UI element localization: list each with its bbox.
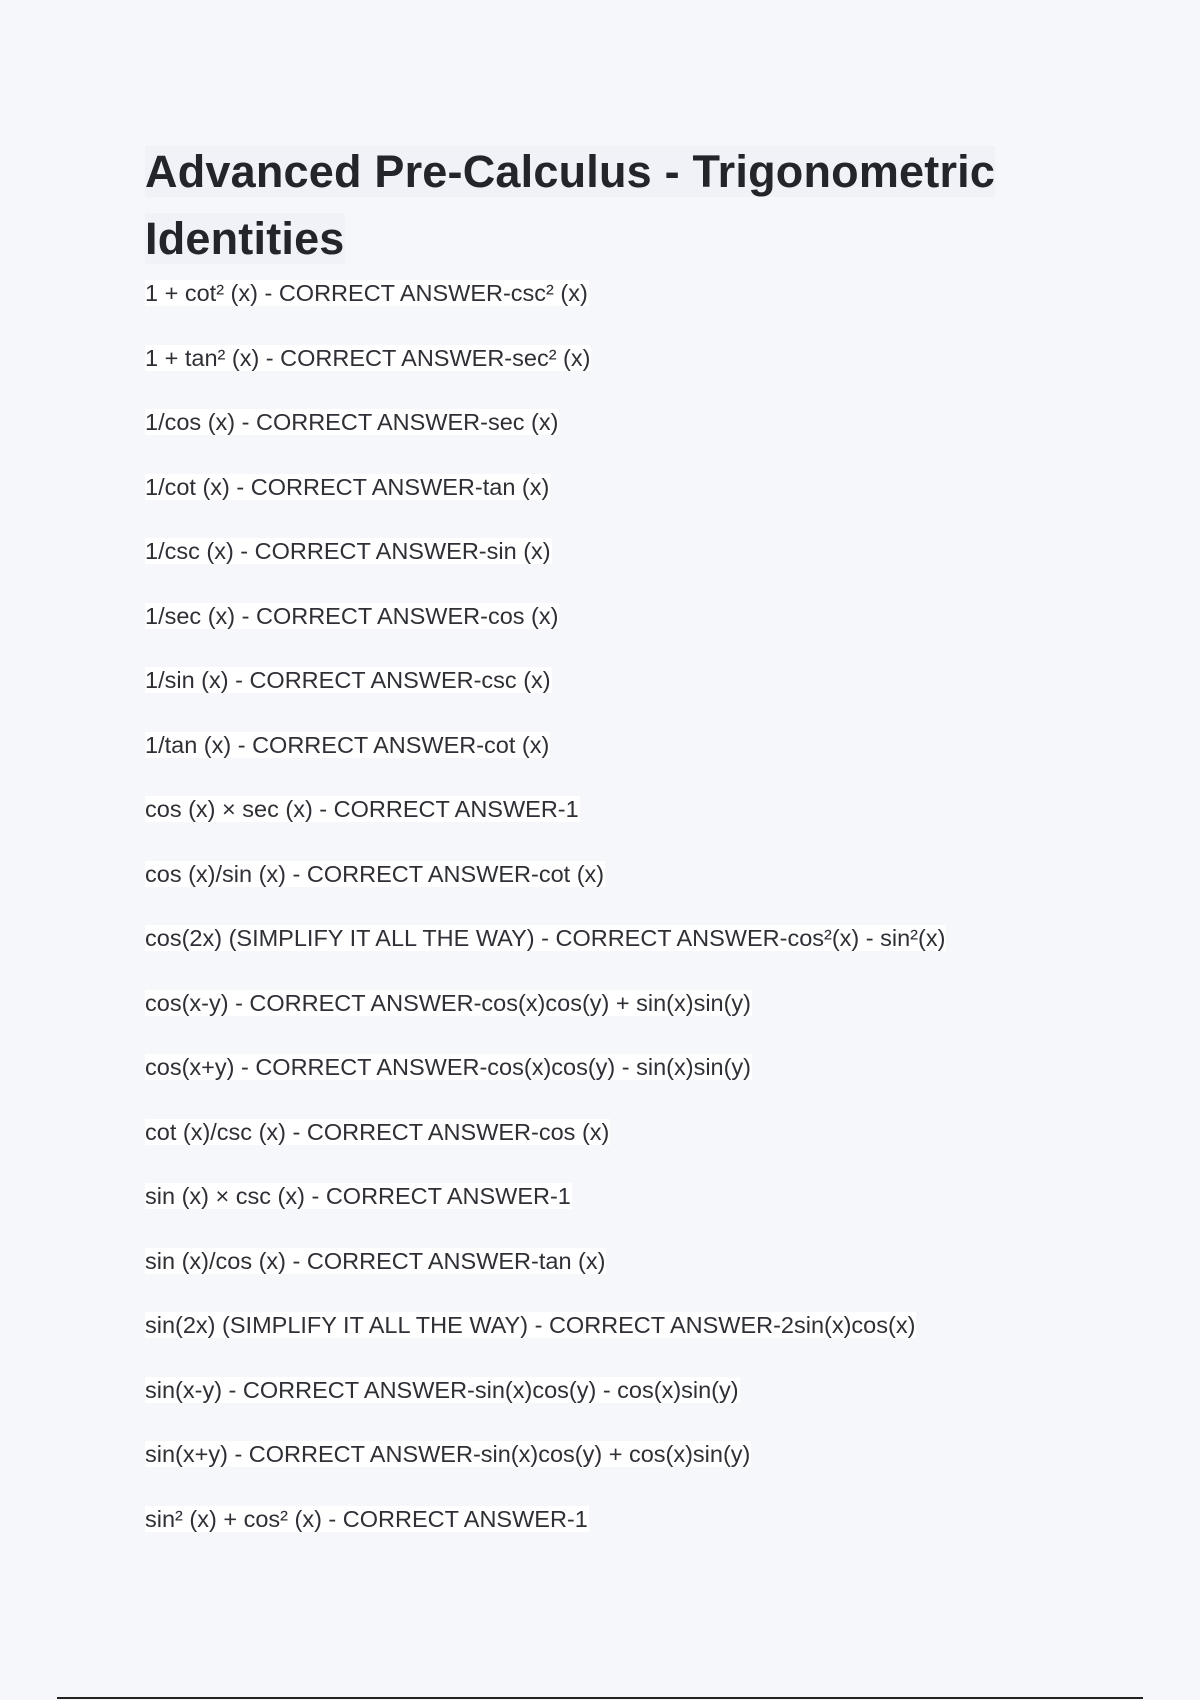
list-item (145, 1371, 946, 1436)
list-item (145, 339, 946, 404)
list-item-text: sin(2x) (SIMPLIFY IT ALL THE WAY) - CORRECT ANSWER-2sin(x)cos(x) (145, 1312, 916, 1338)
list-item (145, 403, 946, 468)
identity-list (145, 274, 946, 1564)
list-item-text: cos (x)/sin (x) - CORRECT ANSWER-cot (x) (145, 860, 605, 887)
list-item (145, 855, 946, 920)
list-item (145, 726, 946, 791)
list-item (145, 1048, 946, 1113)
list-item (145, 790, 946, 855)
list-item (145, 1242, 946, 1307)
list-item (145, 1113, 946, 1178)
list-item-text: cos(x+y) - CORRECT ANSWER-cos(x)cos(y) - sin(x)sin(y) (145, 1054, 752, 1080)
list-item-text: sin (x)/cos (x) - CORRECT ANSWER-tan (x) (145, 1247, 606, 1274)
list-item-text: 1/sin (x) - CORRECT ANSWER-csc (x) (145, 667, 551, 693)
list-item-text: 1/tan (x) - CORRECT ANSWER-cot (x) (145, 731, 550, 758)
list-item-text: sin (x) × csc (x) - CORRECT ANSWER-1 (145, 1183, 571, 1209)
list-item-text: sin(x+y) - CORRECT ANSWER-sin(x)cos(y) + cos(x)sin(y) (145, 1441, 751, 1467)
list-item (145, 984, 946, 1049)
list-item-text: sin² (x) + cos² (x) - CORRECT ANSWER-1 (145, 1505, 588, 1532)
page-title-text: Advanced Pre-Calculus - Trigonometric Identities (145, 146, 996, 264)
list-item-text: 1/cot (x) - CORRECT ANSWER-tan (x) (145, 473, 550, 500)
page-title (145, 138, 1045, 272)
list-item (145, 597, 946, 662)
list-item-text: cos (x) × sec (x) - CORRECT ANSWER-1 (145, 796, 579, 822)
bottom-divider (57, 1697, 1143, 1699)
list-item (145, 919, 946, 984)
list-item (145, 532, 946, 597)
list-item (145, 274, 946, 339)
list-item-text: 1 + cot² (x) - CORRECT ANSWER-csc² (x) (145, 280, 588, 306)
list-item-text: 1/cos (x) - CORRECT ANSWER-sec (x) (145, 409, 559, 435)
list-item (145, 1306, 946, 1371)
list-item-text: cot (x)/csc (x) - CORRECT ANSWER-cos (x) (145, 1118, 610, 1145)
list-item-text: 1/sec (x) - CORRECT ANSWER-cos (x) (145, 602, 559, 629)
list-item (145, 661, 946, 726)
list-item-text: sin(x-y) - CORRECT ANSWER-sin(x)cos(y) - cos(x)sin(y) (145, 1376, 739, 1403)
list-item (145, 468, 946, 533)
list-item (145, 1435, 946, 1500)
list-item-text: cos(x-y) - CORRECT ANSWER-cos(x)cos(y) + sin(x)sin(y) (145, 989, 752, 1016)
list-item-text: 1/csc (x) - CORRECT ANSWER-sin (x) (145, 538, 551, 564)
list-item (145, 1500, 946, 1565)
list-item (145, 1177, 946, 1242)
list-item-text: 1 + tan² (x) - CORRECT ANSWER-sec² (x) (145, 344, 591, 371)
list-item-text: cos(2x) (SIMPLIFY IT ALL THE WAY) - CORRECT ANSWER-cos²(x) - sin²(x) (145, 925, 946, 951)
